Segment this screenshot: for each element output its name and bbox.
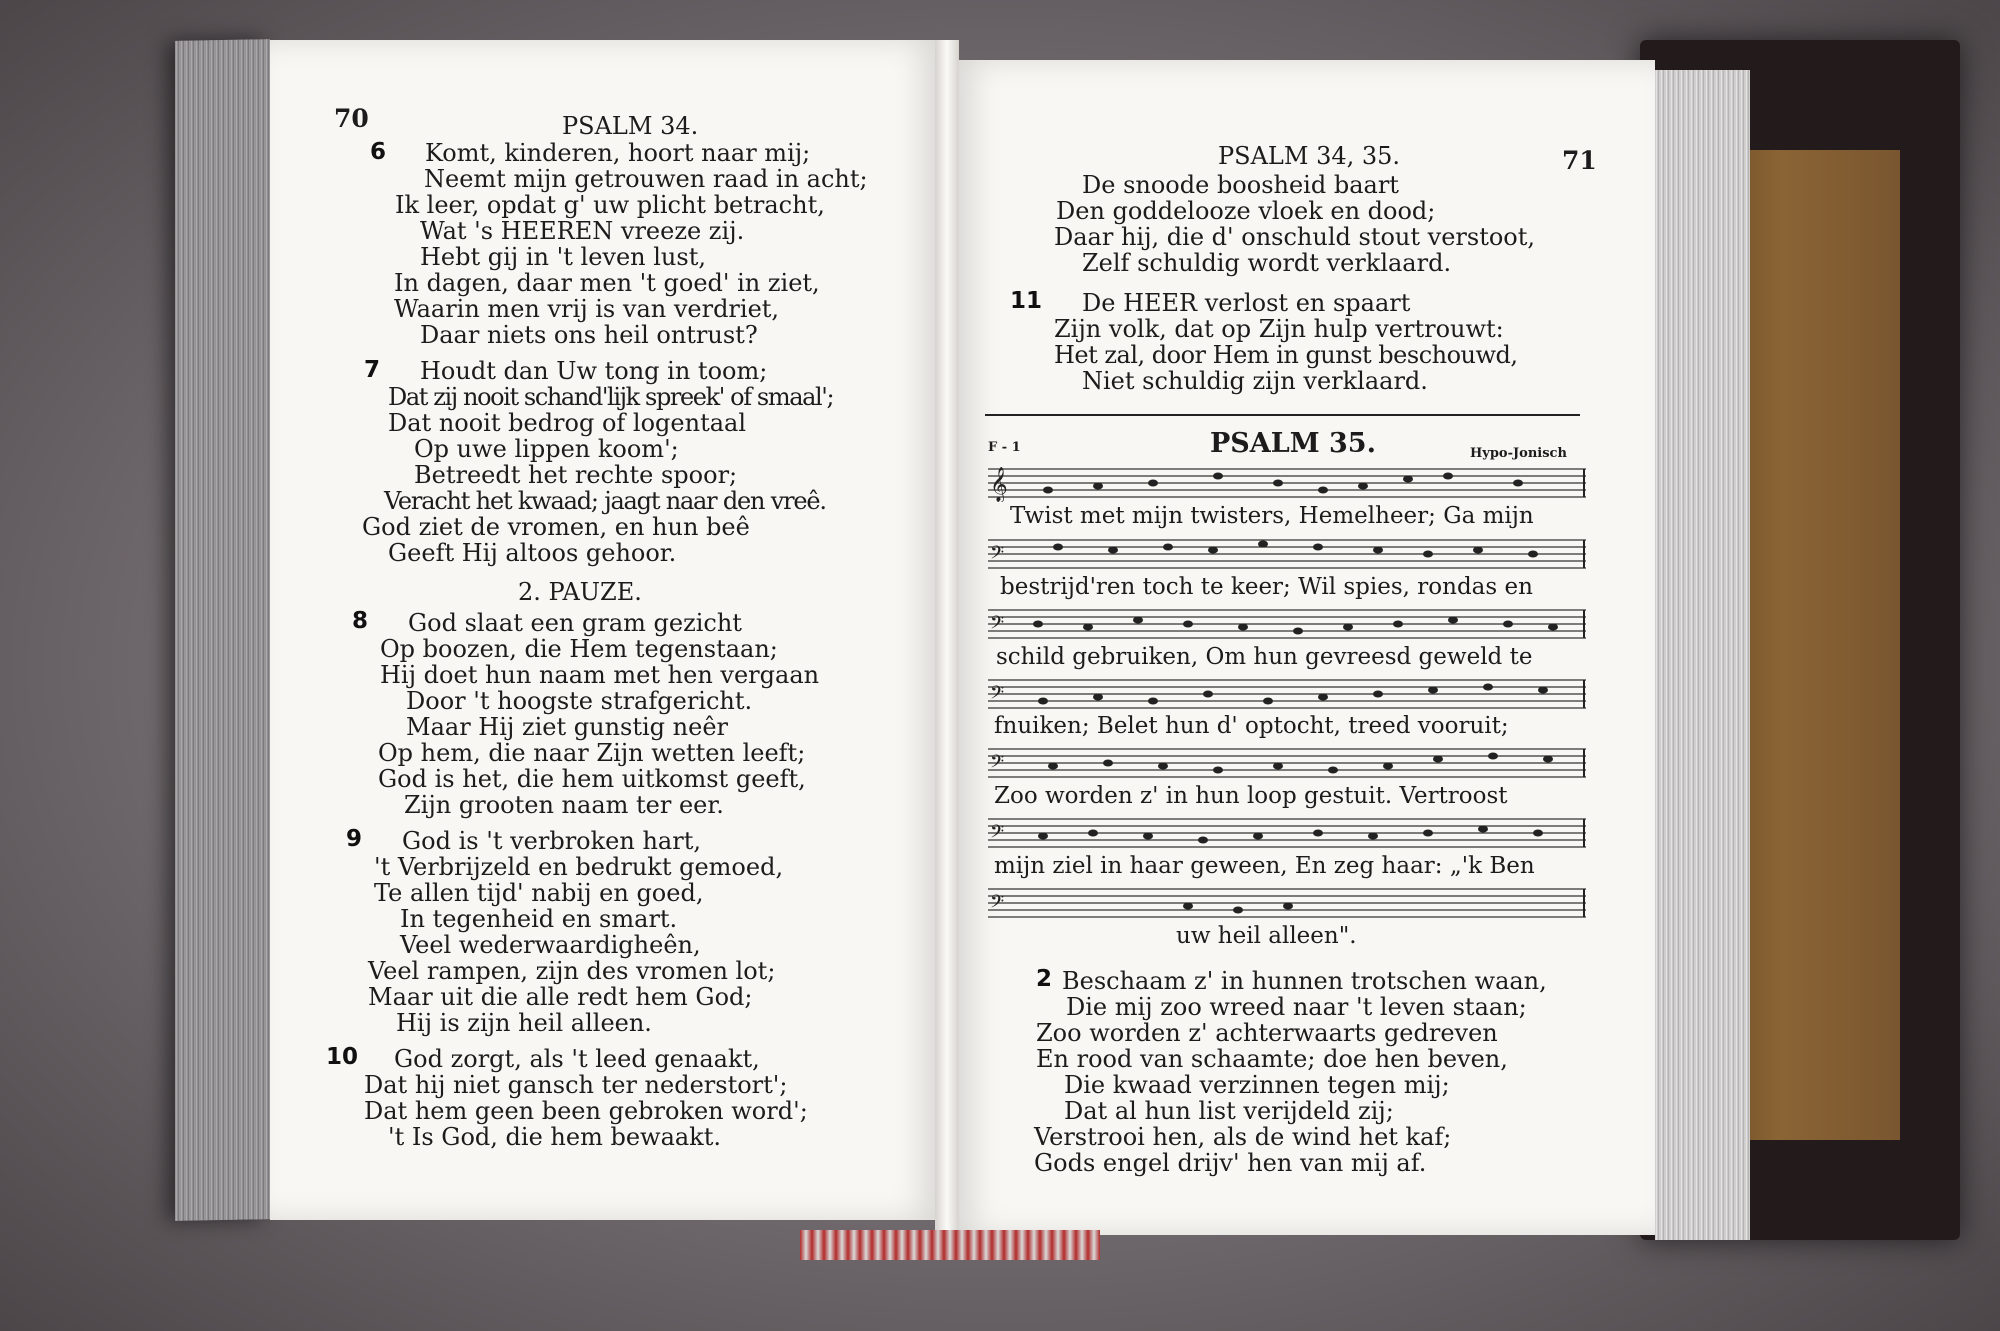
music-staff bbox=[988, 744, 1586, 782]
svg-text:𝄢: 𝄢 bbox=[990, 543, 1005, 568]
verse-line: Daar hij, die d' onschuld stout verstoot, bbox=[1054, 223, 1536, 251]
verse-line: Dat nooit bedrog of logentaal bbox=[388, 409, 747, 437]
verse-line: Zelf schuldig wordt verklaard. bbox=[1082, 249, 1452, 277]
page-edges-right bbox=[1655, 70, 1750, 1240]
verse-line: Te allen tijd' nabij en goed, bbox=[374, 879, 704, 907]
verse-number: 8 bbox=[352, 608, 369, 634]
verse-line: Verstrooi hen, als de wind het kaf; bbox=[1034, 1123, 1452, 1151]
verse-line: Zijn grooten naam ter eer. bbox=[404, 791, 724, 819]
page-number-left: 70 bbox=[334, 104, 369, 133]
pause-heading: 2. PAUZE. bbox=[518, 578, 642, 606]
music-staff bbox=[988, 605, 1586, 643]
verse-line: De HEER verlost en spaart bbox=[1082, 289, 1411, 317]
verse-line: Komt, kinderen, hoort naar mij; bbox=[425, 139, 811, 167]
bookmark-ribbon bbox=[800, 1230, 1100, 1260]
verse-line: Wat 's HEEREN vreeze zij. bbox=[420, 217, 745, 245]
key-signature-label: F - 1 bbox=[988, 440, 1021, 455]
lyric-line: schild gebruiken, Om hun gevreesd geweld te bbox=[996, 644, 1533, 670]
verse-line: Op uwe lippen koom'; bbox=[414, 435, 679, 463]
psalm-title: PSALM 35. bbox=[1210, 428, 1376, 459]
verse-line: Maar Hij ziet gunstig neêr bbox=[406, 713, 729, 741]
verse-line: Veel rampen, zijn des vromen lot; bbox=[368, 957, 776, 985]
verse-line: In dagen, daar men 't goed' in ziet, bbox=[394, 269, 820, 297]
verse-line: Niet schuldig zijn verklaard. bbox=[1082, 367, 1428, 395]
verse-line: Den goddelooze vloek en dood; bbox=[1056, 197, 1436, 225]
verse-line: De snoode boosheid baart bbox=[1082, 171, 1399, 199]
lyric-line: Zoo worden z' in hun loop gestuit. Vertroost bbox=[994, 783, 1508, 809]
page-edges-left bbox=[175, 39, 270, 1221]
verse-line: Die kwaad verzinnen tegen mij; bbox=[1064, 1071, 1450, 1099]
svg-text:𝄢: 𝄢 bbox=[990, 752, 1005, 777]
verse-line: Op boozen, die Hem tegenstaan; bbox=[380, 635, 778, 663]
music-staff bbox=[988, 884, 1586, 922]
lyric-line: uw heil alleen". bbox=[1176, 923, 1357, 949]
book-gutter bbox=[935, 40, 959, 1235]
verse-line: God is 't verbroken hart, bbox=[402, 827, 701, 855]
verse-line: Neemt mijn getrouwen raad in acht; bbox=[424, 165, 868, 193]
verse-line: God is het, die hem uitkomst geeft, bbox=[378, 765, 806, 793]
music-staff bbox=[988, 675, 1586, 713]
svg-text:𝄞: 𝄞 bbox=[990, 467, 1008, 502]
verse-line: In tegenheid en smart. bbox=[400, 905, 678, 933]
page-header-left: PSALM 34. bbox=[562, 112, 699, 140]
verse-line: Ik leer, opdat g' uw plicht betracht, bbox=[395, 191, 825, 219]
svg-text:𝄢: 𝄢 bbox=[990, 683, 1005, 708]
page-header-right: PSALM 34, 35. bbox=[1218, 142, 1401, 170]
music-staff bbox=[988, 535, 1586, 573]
verse-line: God ziet de vromen, en hun beê bbox=[362, 513, 750, 541]
verse-line: Waarin men vrij is van verdriet, bbox=[394, 295, 780, 323]
music-staff bbox=[988, 464, 1586, 502]
lyric-line: fnuiken; Belet hun d' optocht, treed vooruit; bbox=[994, 713, 1509, 739]
verse-line: Door 't hoogste strafgericht. bbox=[406, 687, 753, 715]
section-divider bbox=[985, 414, 1580, 416]
verse-number: 10 bbox=[326, 1044, 359, 1070]
verse-number: 7 bbox=[364, 357, 381, 383]
verse-line: Veracht het kwaad; jaagt naar den vreê. bbox=[384, 487, 826, 515]
lyric-line: mijn ziel in haar geween, En zeg haar: „'k Ben bbox=[994, 853, 1535, 879]
verse-number: 2 bbox=[1036, 966, 1053, 992]
verse-line: Houdt dan Uw tong in toom; bbox=[420, 357, 768, 385]
lyric-line: bestrijd'ren toch te keer; Wil spies, rondas en bbox=[1000, 574, 1533, 600]
verse-line: Dat hij niet gansch ter nederstort'; bbox=[364, 1071, 788, 1099]
verse-line: Veel wederwaardigheên, bbox=[400, 931, 701, 959]
verse-line: Zoo worden z' achterwaarts gedreven bbox=[1036, 1019, 1498, 1047]
verse-line: Zijn volk, dat op Zijn hulp vertrouwt: bbox=[1054, 315, 1504, 343]
page-number-right: 71 bbox=[1562, 146, 1597, 175]
verse-line: Maar uit die alle redt hem God; bbox=[368, 983, 753, 1011]
svg-text:𝄢: 𝄢 bbox=[990, 892, 1005, 917]
verse-line: Dat hem geen been gebroken word'; bbox=[364, 1097, 808, 1125]
svg-text:𝄢: 𝄢 bbox=[990, 613, 1005, 638]
verse-line: Betreedt het rechte spoor; bbox=[414, 461, 738, 489]
verse-line: Dat zij nooit schand'lijk spreek' of smaal'; bbox=[388, 383, 834, 411]
lyric-line: Twist met mijn twisters, Hemelheer; Ga mijn bbox=[1010, 503, 1534, 529]
verse-line: Daar niets ons heil ontrust? bbox=[420, 321, 758, 349]
verse-line: God zorgt, als 't leed genaakt, bbox=[394, 1045, 760, 1073]
verse-line: God slaat een gram gezicht bbox=[408, 609, 742, 637]
verse-line: En rood van schaamte; doe hen beven, bbox=[1036, 1045, 1508, 1073]
verse-line: Gods engel drijv' hen van mij af. bbox=[1034, 1149, 1427, 1177]
verse-line: Die mij zoo wreed naar 't leven staan; bbox=[1066, 993, 1527, 1021]
mode-label: Hypo-Jonisch bbox=[1470, 446, 1567, 461]
verse-number: 6 bbox=[370, 139, 387, 165]
verse-number: 9 bbox=[346, 826, 363, 852]
music-staff bbox=[988, 814, 1586, 852]
verse-line: Het zal, door Hem in gunst beschouwd, bbox=[1054, 341, 1518, 369]
verse-line: Op hem, die naar Zijn wetten leeft; bbox=[378, 739, 806, 767]
verse-line: Dat al hun list verijdeld zij; bbox=[1064, 1097, 1394, 1125]
verse-number: 11 bbox=[1010, 288, 1043, 314]
verse-line: Hij doet hun naam met hen vergaan bbox=[380, 661, 820, 689]
verse-line: Hebt gij in 't leven lust, bbox=[420, 243, 706, 271]
verse-line: 't Verbrijzeld en bedrukt gemoed, bbox=[374, 853, 784, 881]
verse-line: Beschaam z' in hunnen trotschen waan, bbox=[1062, 967, 1547, 995]
verse-line: Hij is zijn heil alleen. bbox=[396, 1009, 652, 1037]
verse-line: Geeft Hij altoos gehoor. bbox=[388, 539, 677, 567]
verse-line: 't Is God, die hem bewaakt. bbox=[388, 1123, 721, 1151]
svg-text:𝄢: 𝄢 bbox=[990, 822, 1005, 847]
